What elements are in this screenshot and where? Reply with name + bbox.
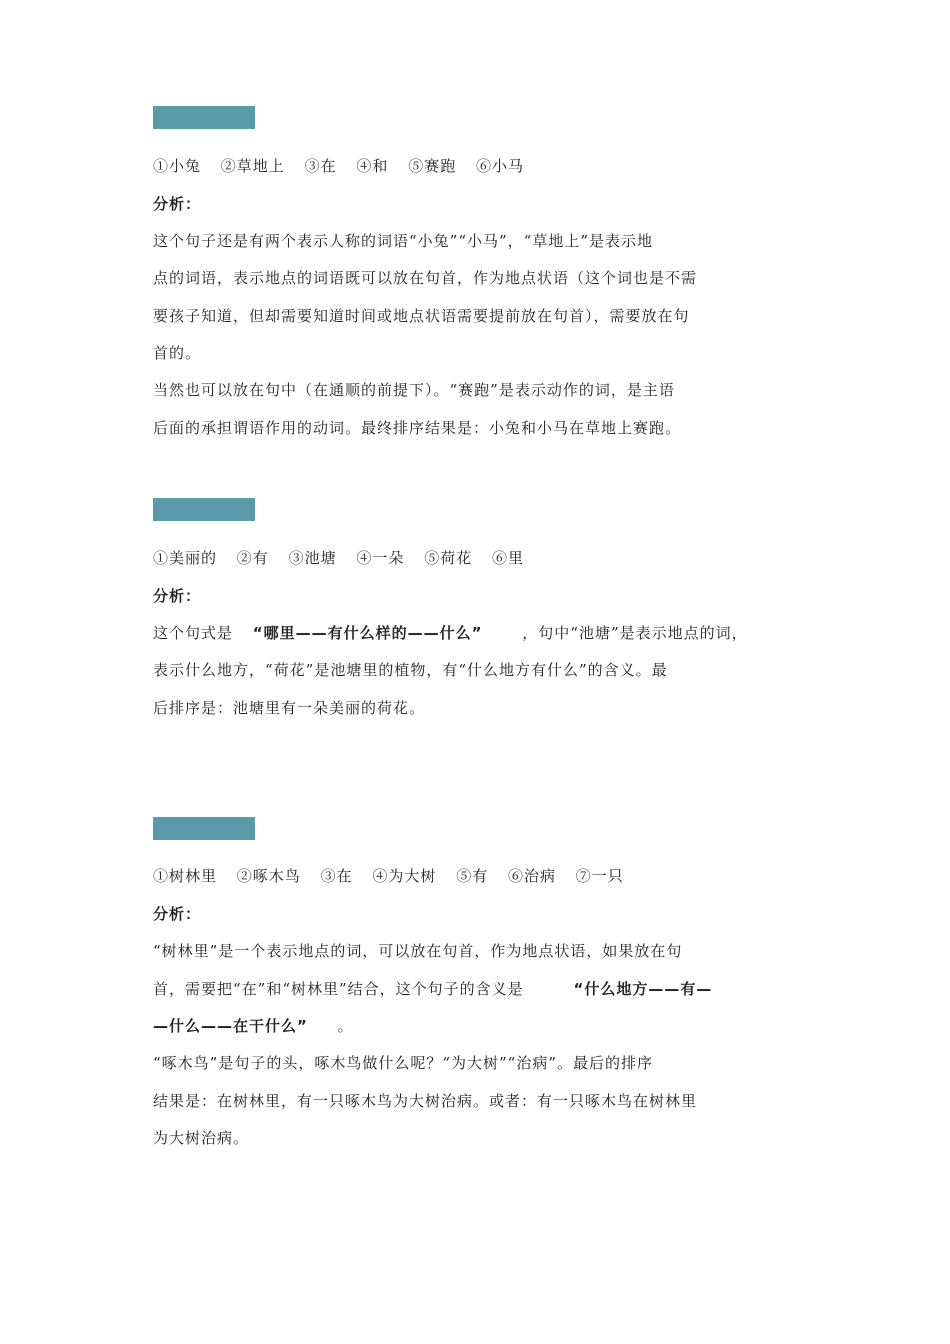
word-option: ⑥治病 — [507, 867, 556, 885]
analysis-line — [153, 623, 748, 643]
word-option: ③池塘 — [288, 549, 337, 567]
analysis-line: 表示什么地方，“荷花”是池塘里的植物，有“什么地方有什么”的含义。最 — [153, 661, 668, 679]
section-header-bar — [153, 498, 255, 521]
word-option: ④和 — [356, 157, 389, 175]
analysis-line: “树林里”是一个表示地点的词，可以放在句首，作为地点状语，如果放在句 — [153, 942, 683, 960]
word-option: ②啄木鸟 — [236, 867, 301, 885]
analysis-text: 。 — [337, 1017, 354, 1035]
sentence-pattern: “什么地方——有— — [573, 980, 713, 998]
analysis-line: 点的词语，表示地点的词语既可以放在句首，作为地点状语（这个词也是不需 — [153, 269, 698, 287]
analysis-label: 分析： — [153, 587, 202, 605]
analysis-line: 后面的承担谓语作用的动词。最终排序结果是：小兔和小马在草地上赛跑。 — [153, 419, 682, 437]
word-options — [153, 156, 538, 176]
exercise-section-1 — [153, 106, 793, 446]
word-option: ⑦一只 — [575, 867, 624, 885]
word-option: ②有 — [236, 549, 269, 567]
word-option: ②草地上 — [220, 157, 285, 175]
analysis-text: ，句中“池塘”是表示地点的词， — [522, 624, 748, 642]
analysis-line: 要孩子知道，但却需要知道时间或地点状语需要提前放在句首），需要放在句 — [153, 307, 690, 325]
analysis-line — [153, 979, 712, 999]
analysis-line: 为大树治病。 — [153, 1129, 250, 1147]
analysis-label: 分析： — [153, 905, 202, 923]
section-header-bar — [153, 106, 255, 129]
word-option: ⑤赛跑 — [408, 157, 457, 175]
sentence-pattern: “哪里——有什么样的——什么” — [252, 624, 483, 642]
word-option: ⑥里 — [491, 549, 524, 567]
word-option: ③在 — [304, 157, 337, 175]
word-option: ①美丽的 — [153, 549, 218, 567]
word-option: ⑤荷花 — [424, 549, 473, 567]
word-options — [153, 548, 538, 568]
word-option: ④一朵 — [356, 549, 405, 567]
analysis-text: 首，需要把“在”和“树林里”结合，这个句子的含义是 — [153, 980, 524, 998]
sentence-pattern: —什么——在干什么” — [153, 1017, 308, 1035]
analysis-line: 这个句子还是有两个表示人称的词语“小兔”“小马”，“草地上”是表示地 — [153, 232, 654, 250]
analysis-label: 分析： — [153, 195, 202, 213]
analysis-text: 这个句式是 — [153, 624, 234, 642]
analysis-line: 当然也可以放在句中（在通顺的前提下）。“赛跑”是表示动作的词，是主语 — [153, 381, 675, 399]
exercise-section-2 — [153, 498, 793, 728]
exercise-section-3 — [153, 817, 793, 1157]
word-option: ⑥小马 — [475, 157, 524, 175]
word-options — [153, 866, 638, 886]
analysis-line: 结果是：在树林里，有一只啄木鸟为大树治病。或者：有一只啄木鸟在树林里 — [153, 1092, 698, 1110]
word-option: ①小兔 — [153, 157, 202, 175]
analysis-line — [153, 1016, 354, 1036]
word-option: ⑤有 — [456, 867, 489, 885]
analysis-line: “啄木鸟”是句子的头，啄木鸟做什么呢？“为大树”“治病”。最后的排序 — [153, 1054, 654, 1072]
word-option: ①树林里 — [153, 867, 218, 885]
word-option: ④为大树 — [372, 867, 437, 885]
analysis-line: 首的。 — [153, 344, 202, 362]
analysis-line: 后排序是：池塘里有一朵美丽的荷花。 — [153, 699, 426, 717]
word-option: ③在 — [320, 867, 353, 885]
section-header-bar — [153, 817, 255, 840]
